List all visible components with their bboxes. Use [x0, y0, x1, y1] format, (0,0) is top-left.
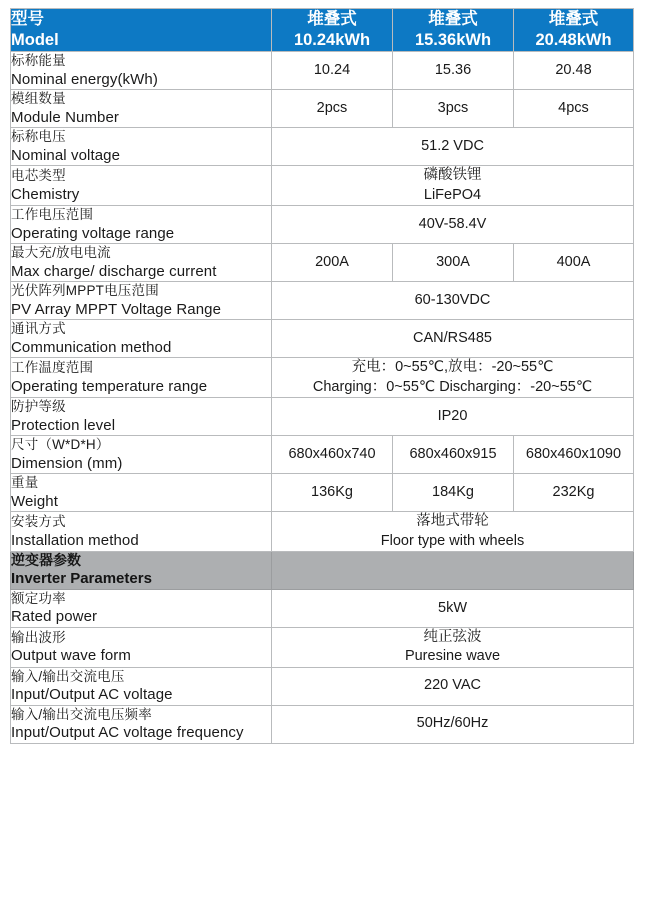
header-column-2-cn: 堆叠式 [428, 10, 478, 28]
row-label [11, 512, 272, 552]
row-label [11, 166, 272, 206]
table-row [11, 589, 634, 627]
row-value-col-2: 300A [393, 244, 514, 282]
row-label-en: Chemistry [11, 185, 80, 203]
row-label [11, 128, 272, 166]
row-value-merged [272, 512, 634, 552]
row-label [11, 474, 272, 512]
row-value-col-3: 232Kg [514, 474, 634, 512]
row-label-cn: 工作温度范围 [11, 360, 94, 376]
row-value-merged [272, 358, 634, 398]
row-value-col-3: 20.48 [514, 52, 634, 90]
row-value-merged [272, 282, 634, 320]
row-label-cn: 最大充/放电电流 [11, 245, 111, 261]
row-value-line: Puresine wave [404, 648, 501, 665]
row-label-en: Operating temperature range [11, 377, 208, 395]
row-value-line: 落地式带轮 [416, 513, 489, 530]
row-value-line: Charging：0~55℃ Discharging：-20~55℃ [312, 378, 593, 395]
row-label-en: Installation method [11, 531, 139, 549]
row-value-merged [272, 320, 634, 358]
row-value-line: 磷酸铁锂 [423, 167, 482, 184]
row-value-line: 充电：0~55℃,放电：-20~55℃ [351, 359, 554, 376]
row-value-line: 60-130VDC [414, 292, 491, 309]
table-row [11, 282, 634, 320]
table-row [11, 436, 634, 474]
row-label [11, 244, 272, 282]
row-label-cn: 额定功率 [11, 590, 66, 606]
row-label [11, 627, 272, 667]
table-row [11, 52, 634, 90]
table-row [11, 90, 634, 128]
row-value-line: 50Hz/60Hz [416, 715, 489, 732]
header-column-3-capacity: 20.48kWh [535, 31, 612, 50]
row-label [11, 436, 272, 474]
row-label-en: Nominal voltage [11, 146, 121, 164]
row-value-line: 纯正弦波 [423, 628, 482, 645]
table-row [11, 512, 634, 552]
row-label-cn: 输入/输出交流电压 [11, 668, 125, 684]
row-label-en: Input/Output AC voltage [11, 686, 173, 704]
row-value-col-2: 3pcs [393, 90, 514, 128]
row-value-line: LiFePO4 [423, 186, 482, 203]
row-label [11, 398, 272, 436]
header-column-3 [514, 9, 634, 52]
header-column-2 [393, 9, 514, 52]
row-value-col-1: 200A [272, 244, 393, 282]
row-label-en: Protection level [11, 416, 116, 434]
row-value-merged [272, 589, 634, 627]
row-value-merged [272, 398, 634, 436]
row-label-cn: 模组数量 [11, 91, 66, 107]
row-label-cn: 标称能量 [11, 53, 66, 69]
header-column-3-cn: 堆叠式 [548, 10, 599, 28]
table-body [11, 52, 634, 744]
row-label-cn: 防护等级 [11, 399, 66, 415]
row-label [11, 667, 272, 705]
header-column-1-cn: 堆叠式 [307, 10, 357, 28]
row-value-merged [272, 128, 634, 166]
row-label [11, 52, 272, 90]
table-row [11, 705, 634, 743]
row-value-merged [272, 206, 634, 244]
table-header [11, 9, 634, 52]
row-value-line: Floor type with wheels [380, 532, 525, 549]
row-label-en: Operating voltage range [11, 224, 175, 242]
table-row [11, 206, 634, 244]
row-value-line: 51.2 VDC [421, 138, 484, 155]
row-label [11, 705, 272, 743]
row-value-col-3: 680x460x1090 [514, 436, 634, 474]
table-row [11, 166, 634, 206]
table-row [11, 358, 634, 398]
row-label-en: Communication method [11, 338, 172, 356]
section-divider-row [11, 552, 634, 590]
table-row [11, 244, 634, 282]
table-row [11, 320, 634, 358]
row-label [11, 90, 272, 128]
row-label-cn: 工作电压范围 [11, 207, 94, 223]
header-column-1-capacity: 10.24kWh [293, 31, 371, 50]
section-title-cn: 逆变器参数 [11, 552, 81, 569]
row-value-merged [272, 705, 634, 743]
row-value-line: IP20 [437, 408, 468, 425]
row-value-col-2: 15.36 [393, 52, 514, 90]
section-title [11, 552, 272, 590]
row-label-cn: 输出波形 [11, 629, 66, 645]
row-label-cn: 安装方式 [11, 514, 66, 530]
header-column-2-capacity: 15.36kWh [414, 31, 492, 50]
row-value-line: 40V-58.4V [418, 216, 487, 233]
table-row [11, 627, 634, 667]
header-model-label [11, 9, 272, 52]
header-column-1 [272, 9, 393, 52]
section-blank-cell [272, 552, 634, 590]
row-label-en: Nominal energy(kWh) [11, 70, 158, 88]
table-row [11, 398, 634, 436]
row-label-en: Dimension (mm) [11, 454, 123, 472]
row-value-line: CAN/RS485 [413, 330, 492, 347]
row-value-col-3: 400A [514, 244, 634, 282]
row-value-col-1: 680x460x740 [272, 436, 393, 474]
row-label-en: Rated power [11, 608, 98, 626]
row-label [11, 320, 272, 358]
row-label-en: Module Number [11, 108, 120, 126]
row-value-line: 5kW [438, 599, 467, 616]
row-label-cn: 尺寸（W*D*H） [11, 437, 110, 453]
row-value-line: 220 VAC [424, 677, 481, 694]
row-value-col-1: 10.24 [272, 52, 393, 90]
row-label-en: Input/Output AC voltage frequency [11, 724, 244, 742]
table-row [11, 474, 634, 512]
row-label [11, 206, 272, 244]
row-label [11, 589, 272, 627]
row-label-en: PV Array MPPT Voltage Range [11, 300, 222, 318]
row-value-col-1: 136Kg [272, 474, 393, 512]
row-value-col-2: 680x460x915 [393, 436, 514, 474]
specification-table [10, 8, 634, 744]
row-value-merged [272, 166, 634, 206]
row-label-cn: 标称电压 [11, 129, 66, 145]
row-label-cn: 通讯方式 [11, 321, 66, 337]
row-label [11, 358, 272, 398]
row-label-cn: 电芯类型 [11, 168, 66, 184]
section-title-en: Inverter Parameters [11, 569, 152, 587]
row-label-en: Max charge/ discharge current [11, 262, 217, 280]
header-model-label-cn: 型号 [11, 10, 44, 28]
row-value-merged [272, 627, 634, 667]
row-value-merged [272, 667, 634, 705]
table-row [11, 667, 634, 705]
row-value-col-2: 184Kg [393, 474, 514, 512]
header-model-label-en: Model [11, 31, 59, 50]
row-label-en: Weight [11, 492, 59, 510]
row-value-col-1: 2pcs [272, 90, 393, 128]
table-row [11, 128, 634, 166]
header-row [11, 9, 634, 52]
row-label-cn: 光伏阵列MPPT电压范围 [11, 283, 159, 299]
row-label-cn: 重量 [11, 475, 39, 491]
row-label [11, 282, 272, 320]
row-label-en: Output wave form [11, 647, 131, 665]
row-value-col-3: 4pcs [514, 90, 634, 128]
row-label-cn: 输入/输出交流电压频率 [11, 706, 152, 722]
